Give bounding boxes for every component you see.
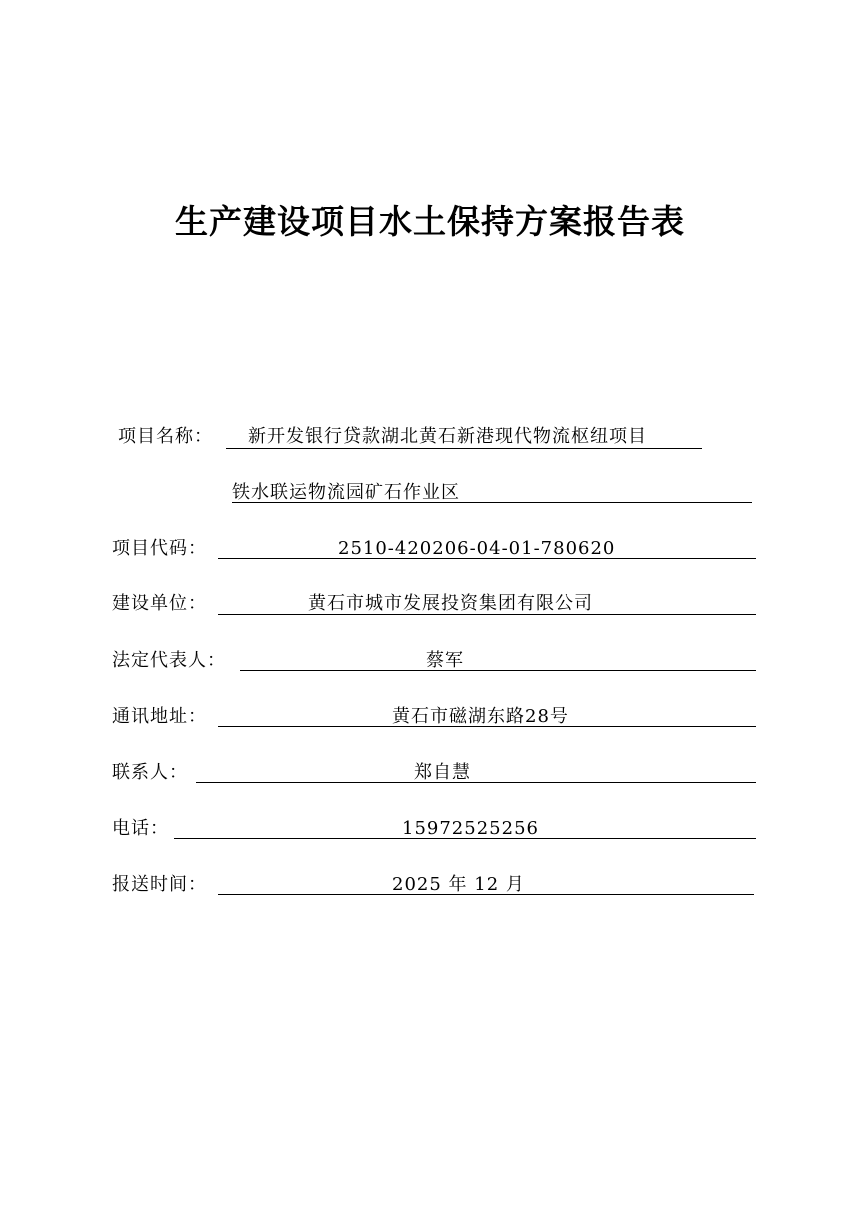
- phone-value: 15972525256: [402, 818, 539, 839]
- submit-time-label: 报送时间：: [112, 874, 207, 895]
- submit-time-value: 2025 年 12 月: [392, 874, 525, 895]
- legal-rep-value: 蔡军: [426, 650, 464, 671]
- contact-label: 联系人：: [112, 762, 188, 783]
- project-code-value: 2510-420206-04-01-780620: [338, 538, 616, 559]
- project-code-label: 项目代码：: [112, 538, 207, 559]
- builder-value: 黄石市城市发展投资集团有限公司: [308, 593, 593, 614]
- project-name-underline-2: [232, 502, 752, 503]
- project-name-label: 项目名称：: [118, 426, 213, 447]
- address-value: 黄石市磁湖东路28号: [392, 706, 569, 727]
- contact-underline: [196, 782, 756, 783]
- phone-label: 电话：: [112, 818, 169, 839]
- document-title: 生产建设项目水土保持方案报告表: [175, 202, 685, 241]
- project-name-value-line2: 铁水联运物流园矿石作业区: [232, 482, 460, 503]
- contact-value: 郑自慧: [414, 762, 471, 783]
- legal-rep-label: 法定代表人：: [112, 650, 226, 671]
- project-name-value-line1: 新开发银行贷款湖北黄石新港现代物流枢纽项目: [248, 426, 647, 447]
- legal-rep-underline: [240, 670, 756, 671]
- builder-label: 建设单位：: [112, 593, 207, 614]
- address-label: 通讯地址：: [112, 706, 207, 727]
